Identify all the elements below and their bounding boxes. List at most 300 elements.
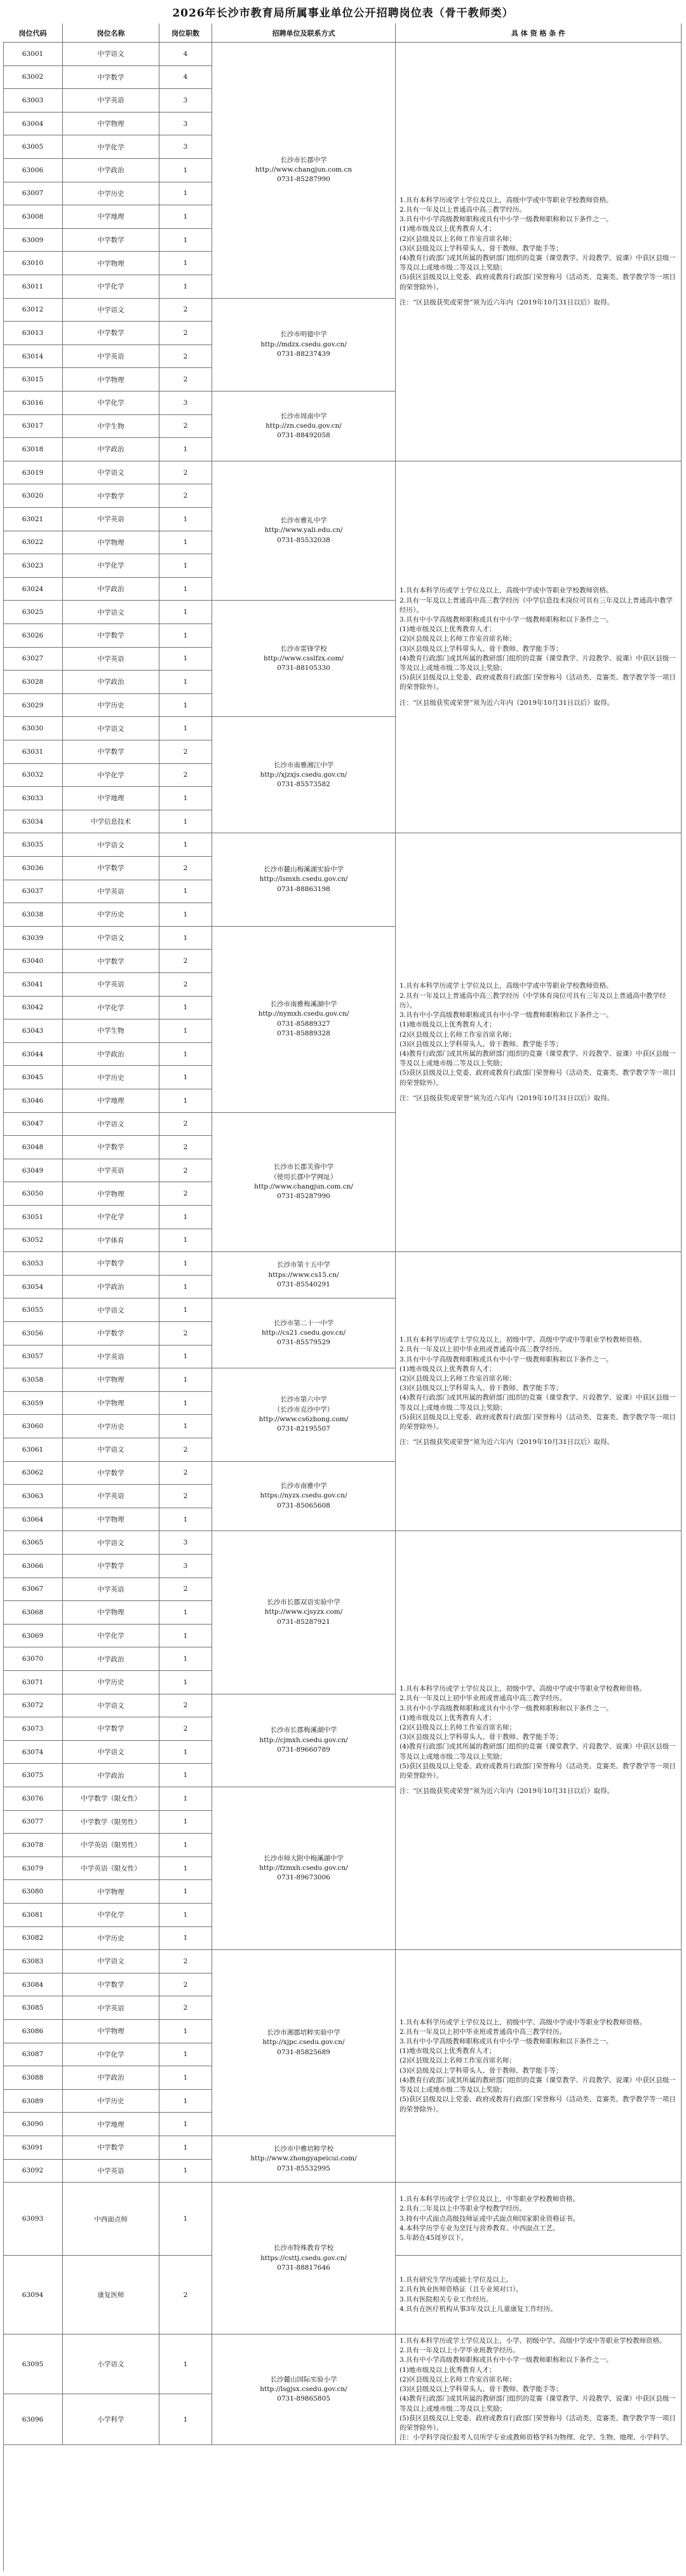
job-code-cell: 63046 — [3, 1089, 63, 1113]
employer-contact-line: 0731-85889328 — [277, 1029, 330, 1037]
employer-contact-line: http://www.cjsyzx.com/ — [264, 1608, 343, 1616]
job-count-cell: 2 — [159, 1694, 212, 1718]
job-code-cell: 63089 — [3, 2090, 63, 2113]
employer-contact-line: 0731-85065608 — [277, 1501, 330, 1509]
job-name-cell: 中学数学 — [63, 484, 159, 508]
employer-contact-line: 长沙麓山国际实验小学 — [270, 2375, 337, 2383]
job-count-cell: 1 — [159, 554, 212, 578]
job-count-cell: 1 — [159, 2020, 212, 2043]
job-code-cell: 63029 — [3, 694, 63, 718]
employer-contact-line: http://www.zhongyapeicui.com/ — [250, 2155, 357, 2163]
job-name-cell: 中学数学 — [63, 857, 159, 880]
job-code-cell: 63032 — [3, 764, 63, 787]
employer-contact-cell — [212, 717, 396, 833]
job-code-cell: 63064 — [3, 1508, 63, 1532]
employer-contact-line: http://lsgjsx.csedu.gov.cn/ — [260, 2385, 347, 2394]
job-count-cell: 2 — [159, 461, 212, 485]
job-count-cell: 2 — [159, 1322, 212, 1346]
requirement-line: (5)获区县级及以上党委、政府或教育行政部门荣誉称号（活动类、竞赛类、教学教学等一项目的荣誉除外）。 — [400, 674, 676, 692]
job-count-cell: 2 — [159, 345, 212, 369]
job-name-cell: 中学数学 — [63, 950, 159, 973]
requirement-line: (1)地市级及以上优秀教育人才； — [400, 625, 496, 634]
requirement-line: (3)区县级及以上学科带头人、骨干教师、教学能手等； — [400, 244, 563, 252]
job-name-cell: 中学物理 — [63, 2020, 159, 2043]
employer-contact-line: 长沙市周南中学 — [280, 412, 327, 420]
requirement-line: 1.具有本科学历或学士学位及以上，初级中学、高级中学或中等职业学校教师资格。 — [400, 1336, 647, 1344]
requirement-line: (4)教育行政部门或其所属的教研部门组织的竞赛（课堂教学、片段教学、说课）中获区县级一等及以上或地市级二等及以上奖励； — [400, 654, 676, 672]
requirement-line: 2.具有一年及以上初中毕业班或普通高中高三教学经历。 — [400, 1694, 567, 1703]
job-name-cell: 中学化学 — [63, 1625, 159, 1648]
requirement-line: 注：“区县级获奖或荣誉”须为近六年内（2019年10月31日以后）取得。 — [400, 1438, 614, 1447]
job-code-cell: 63068 — [3, 1601, 63, 1625]
requirement-line: 3.具有中小学高级教师职称或具有中小学一级教师职称和以下条件之一。 — [400, 615, 613, 624]
job-name-cell: 中学政治 — [63, 438, 159, 461]
job-name-cell: 中学物理 — [63, 1392, 159, 1415]
job-code-cell: 63070 — [3, 1647, 63, 1671]
job-name-cell: 中学英语（限男性） — [63, 1834, 159, 1857]
employer-contact-cell — [212, 461, 396, 601]
employer-contact-line: 长沙市第十五中学 — [277, 1261, 330, 1269]
header-cell: 岗位职数 — [159, 24, 212, 43]
requirements-cell — [396, 461, 682, 834]
requirement-line: 注：小学科学岗位报考人员所学专业或教师资格学科为物理、化学、生物、地理、小学科学。 — [400, 2434, 673, 2442]
employer-contact-line: 0731-89673006 — [277, 1874, 330, 1882]
job-count-cell: 1 — [159, 1066, 212, 1089]
employer-contact-line: 0731-85287921 — [277, 1618, 330, 1626]
job-code-cell: 63077 — [3, 1811, 63, 1834]
job-code-cell: 63045 — [3, 1066, 63, 1089]
job-name-cell: 中学数学 — [63, 229, 159, 252]
employer-contact-line: （使用长郡中学网址） — [270, 1173, 337, 1181]
job-name-cell: 中学地理 — [63, 2113, 159, 2136]
job-code-cell: 63011 — [3, 275, 63, 299]
job-count-cell: 1 — [159, 1019, 212, 1043]
job-code-cell: 63091 — [3, 2136, 63, 2160]
employer-contact-line: 0731-85825689 — [277, 2048, 330, 2056]
job-count-cell: 1 — [159, 624, 212, 648]
job-count-cell: 1 — [159, 1508, 212, 1532]
requirement-line: 1.具有本科学历或学士学位及以上，高级中学或中等职业学校教师资格。 — [400, 982, 613, 990]
job-code-cell: 63025 — [3, 601, 63, 624]
job-count-cell: 1 — [159, 1857, 212, 1881]
job-name-cell: 中学数学 — [63, 1252, 159, 1276]
requirement-line: (3)区县级及以上学科带头人、骨干教师、教学能手等； — [400, 2066, 563, 2075]
job-code-cell: 63066 — [3, 1555, 63, 1578]
employer-contact-line: http://mdzx.csedu.gov.cn/ — [260, 340, 347, 348]
requirement-line: (5)获区县级及以上党委、政府或教育行政部门荣誉称号（活动类、竞赛类、教学教学等一项目的荣誉除外）。 — [400, 273, 676, 291]
job-name-cell: 中学地理 — [63, 205, 159, 229]
job-code-cell: 63092 — [3, 2160, 63, 2183]
job-code-cell: 63006 — [3, 159, 63, 182]
job-code-cell: 63024 — [3, 578, 63, 601]
job-name-cell: 中学语文 — [63, 1438, 159, 1462]
employer-contact-cell — [212, 1252, 396, 1298]
requirement-line: 2.具有一年及以上小学毕业班教学经历。 — [400, 2347, 520, 2355]
employer-contact-line: 长沙市南雅湘江中学 — [273, 761, 334, 769]
job-count-cell: 1 — [159, 1625, 212, 1648]
requirement-line: 3.具有中小学高级教师职称或具有中小学一级教师职称和以下条件之一。 — [400, 2356, 613, 2364]
employer-contact-line: 0731-88817646 — [277, 2263, 330, 2272]
requirement-line: (5)获区县级及以上党委、政府或教育行政部门荣誉称号（活动类、竞赛类、教学教学等一项目的荣誉除外）。 — [400, 2096, 676, 2113]
job-name-cell: 中学物理 — [63, 1182, 159, 1206]
employer-contact-line: 长沙市长郡双语实验中学 — [267, 1598, 340, 1607]
job-name-cell: 中学数学 — [63, 740, 159, 764]
job-code-cell: 63028 — [3, 671, 63, 694]
job-name-cell: 中学信息技术 — [63, 810, 159, 834]
job-name-cell: 中学数学 — [63, 2136, 159, 2160]
job-name-cell: 中学语文 — [63, 1694, 159, 1718]
requirement-line: 2.具有一年及以上普通高中高三教学经历（中学体育岗位可具有三年及以上普通高中教学经历）。 — [400, 992, 666, 1009]
job-count-cell: 3 — [159, 1531, 212, 1555]
job-name-cell: 中学英语 — [63, 1485, 159, 1508]
job-count-cell: 1 — [159, 2090, 212, 2113]
job-code-cell: 63043 — [3, 1019, 63, 1043]
paragraph-gap — [400, 1088, 677, 1094]
requirement-line: (2)区县级及以上名师工作室首席名师； — [400, 635, 516, 643]
job-count-cell: 1 — [159, 2136, 212, 2160]
job-count-cell: 1 — [159, 810, 212, 834]
job-name-cell: 中学数学 — [63, 624, 159, 648]
employer-contact-line: http://nymxh.csedu.gov.cn/ — [258, 1010, 349, 1018]
employer-contact-cell — [212, 1531, 396, 1694]
job-count-cell: 1 — [159, 1601, 212, 1625]
job-code-cell: 63067 — [3, 1578, 63, 1602]
requirement-line: 1.具有研究生学历或硕士学位及以上。 — [400, 2276, 513, 2284]
job-name-cell: 中学地理 — [63, 1089, 159, 1113]
job-code-cell: 63041 — [3, 973, 63, 997]
employer-contact-cell — [212, 1950, 396, 2136]
job-code-cell: 63030 — [3, 717, 63, 740]
requirement-line: 2.具有一年及以上初中毕业班或普通高中高三教学经历。 — [400, 2027, 567, 2036]
employer-contact-cell — [212, 392, 396, 461]
requirement-line: (4)教育行政部门或其所属的教研部门组织的竞赛（课堂教学、片段教学、说课）中获区县级一等及以上或地市级二等及以上奖励； — [400, 1743, 676, 1761]
job-code-cell: 63005 — [3, 135, 63, 159]
job-count-cell: 2 — [159, 322, 212, 345]
job-code-cell: 63018 — [3, 438, 63, 461]
job-count-cell: 3 — [159, 135, 212, 159]
job-code-cell: 63021 — [3, 508, 63, 531]
job-code-cell: 63052 — [3, 1229, 63, 1253]
job-code-cell: 63040 — [3, 950, 63, 973]
job-name-cell: 中学数学（限女性） — [63, 1787, 159, 1811]
job-name-cell: 中学化学 — [63, 554, 159, 578]
job-name-cell: 中学数学（限男性） — [63, 1811, 159, 1834]
job-code-cell: 63090 — [3, 2113, 63, 2136]
employer-contact-line: 0731-82195507 — [277, 1425, 330, 1433]
employer-contact-line: https://csttj.csedu.gov.cn/ — [260, 2254, 347, 2262]
requirement-line: 1.具有本科学历或学士学位及以上，中等职业学校教师资格。 — [400, 2195, 580, 2204]
job-name-cell: 中学语文 — [63, 1113, 159, 1136]
job-name-cell: 中学英语（限女性） — [63, 1857, 159, 1881]
job-name-cell: 中学物理 — [63, 368, 159, 392]
job-name-cell: 中学化学 — [63, 275, 159, 299]
header-cell: 招聘单位及联系方式 — [212, 24, 396, 43]
job-name-cell: 中学语文 — [63, 927, 159, 950]
requirement-line: 2.具有一年及以上初中毕业班或普通高中高三教学经历。 — [400, 1346, 567, 1354]
job-name-cell: 中学历史 — [63, 182, 159, 206]
requirement-line: (2)区县级及以上名师工作室首席名师； — [400, 1030, 516, 1039]
requirement-line: 3.具有中小学高级教师职称或具有中小学一级教师职称和以下条件之一。 — [400, 1704, 613, 1712]
job-code-cell: 63078 — [3, 1834, 63, 1857]
job-count-cell: 1 — [159, 159, 212, 182]
employer-contact-line: http://cs21.csedu.gov.cn/ — [261, 1329, 346, 1337]
job-name-cell: 中学语文 — [63, 461, 159, 485]
employer-contact-line: 长沙市明德中学 — [280, 331, 327, 339]
job-code-cell: 63071 — [3, 1671, 63, 1694]
paragraph-gap — [400, 693, 677, 699]
job-name-cell: 中学政治 — [63, 1764, 159, 1787]
job-count-cell: 2 — [159, 1578, 212, 1602]
job-code-cell: 63008 — [3, 205, 63, 229]
job-name-cell: 中学语文 — [63, 833, 159, 857]
job-name-cell: 中学英语 — [63, 973, 159, 997]
job-count-cell: 1 — [159, 2066, 212, 2090]
job-name-cell: 中学英语 — [63, 2160, 159, 2183]
employer-contact-line: 0731-89865805 — [277, 2395, 330, 2403]
job-name-cell: 中学物理 — [63, 252, 159, 275]
requirements-cell — [396, 1950, 682, 2183]
requirement-line: 3.具有中小学高级教师职称或具有中小学一级教师职称和以下条件之一。 — [400, 1011, 613, 1019]
requirement-line: (4)教育行政部门或其所属的教研部门组织的竞赛（课堂教学、片段教学、说课）中获区县级一等及以上或地市级二等及以上奖励； — [400, 2076, 676, 2094]
requirements-cell — [396, 2334, 682, 2445]
job-name-cell: 中学历史 — [63, 1927, 159, 1951]
job-code-cell: 63075 — [3, 1764, 63, 1787]
job-name-cell: 中学数学 — [63, 1136, 159, 1159]
job-count-cell: 1 — [159, 648, 212, 671]
job-name-cell: 中学生物 — [63, 1019, 159, 1043]
requirement-line: 3.具有中小学高级教师职称或具有中小学一级教师职称和以下条件之一。 — [400, 215, 613, 224]
job-code-cell: 63035 — [3, 833, 63, 857]
employer-contact-line: http://xjpc.csedu.gov.cn/ — [262, 2038, 345, 2047]
paragraph-gap — [400, 1781, 677, 1787]
job-count-cell: 1 — [159, 1880, 212, 1904]
employer-contact-line: http://www.csslfzx.com/ — [264, 654, 344, 662]
employer-contact-line: 长沙市雅礼中学 — [280, 517, 327, 525]
requirement-line: (5)获区县级及以上党委、政府或教育行政部门荣誉称号（活动类、竞赛类、教学教学等一项目的荣誉除外）。 — [400, 1069, 676, 1087]
job-name-cell: 中学数学 — [63, 1973, 159, 1997]
job-count-cell: 2 — [159, 1113, 212, 1136]
job-count-cell: 1 — [159, 275, 212, 299]
employer-contact-line: 长沙市第二十一中学 — [273, 1319, 334, 1327]
job-code-cell: 63053 — [3, 1252, 63, 1276]
requirement-line: (1)地市级及以上优秀教育人才； — [400, 1021, 496, 1029]
job-code-cell: 63044 — [3, 1043, 63, 1067]
requirement-line: (2)区县级及以上名师工作室首席名师； — [400, 235, 516, 243]
job-name-cell: 中学物理 — [63, 531, 159, 555]
requirement-line: 4.具有在医疗机构从事3年及以上儿童康复工作经历。 — [400, 2305, 557, 2313]
job-name-cell: 中学历史 — [63, 2090, 159, 2113]
requirement-line: (1)地市级及以上优秀教育人才； — [400, 2047, 496, 2055]
job-code-cell: 63026 — [3, 624, 63, 648]
employer-contact-line: 长沙市南雅中学 — [280, 1482, 327, 1490]
job-count-cell: 1 — [159, 1043, 212, 1067]
job-count-cell: 1 — [159, 880, 212, 904]
requirement-line: (3)区县级及以上学科带头人、骨干教师、教学能手等； — [400, 1384, 563, 1393]
header-cell: 具 体 资 格 条 件 — [396, 24, 682, 43]
job-count-cell: 1 — [159, 2394, 212, 2445]
job-code-cell: 63083 — [3, 1950, 63, 1973]
job-count-cell: 2 — [159, 1159, 212, 1183]
employer-contact-cell — [212, 2334, 396, 2445]
job-name-cell: 中学物理 — [63, 112, 159, 136]
job-code-cell: 63010 — [3, 252, 63, 275]
job-name-cell: 中学地理 — [63, 787, 159, 810]
job-code-cell: 63065 — [3, 1531, 63, 1555]
job-count-cell: 2 — [159, 368, 212, 392]
job-count-cell: 1 — [159, 1276, 212, 1299]
job-code-cell: 63072 — [3, 1694, 63, 1718]
employer-contact-cell — [212, 927, 396, 1113]
employer-contact-line: http://cjmxh.csedu.gov.cn/ — [259, 1736, 348, 1744]
job-count-cell: 1 — [159, 531, 212, 555]
job-code-cell: 63016 — [3, 392, 63, 415]
job-code-cell: 63095 — [3, 2334, 63, 2394]
job-count-cell: 2 — [159, 1438, 212, 1462]
employer-contact-cell — [212, 1462, 396, 1532]
job-code-cell: 63020 — [3, 484, 63, 508]
employer-contact-cell — [212, 833, 396, 926]
job-code-cell: 63038 — [3, 903, 63, 927]
job-count-cell: 1 — [159, 717, 212, 740]
job-name-cell: 中学物理 — [63, 1601, 159, 1625]
job-code-cell: 63037 — [3, 880, 63, 904]
job-count-cell: 1 — [159, 903, 212, 927]
requirement-line: 5.年龄在45周岁以下。 — [400, 2234, 468, 2242]
job-name-cell: 中学化学 — [63, 1904, 159, 1927]
job-count-cell: 1 — [159, 229, 212, 252]
requirement-line: 1.具有本科学历或学士学位及以上，初级中学、高级中学或中等职业学校教师资格。 — [400, 2018, 647, 2026]
requirement-line: (1)地市级及以上优秀教育人才； — [400, 225, 496, 233]
job-name-cell: 中学体育 — [63, 1229, 159, 1253]
job-code-cell: 63033 — [3, 787, 63, 810]
employer-contact-line: 0731-85540291 — [277, 1280, 330, 1288]
employer-contact-line: 0731-85573582 — [277, 780, 330, 788]
job-code-cell: 63002 — [3, 66, 63, 90]
job-name-cell: 中学英语 — [63, 1996, 159, 2020]
job-code-cell: 63039 — [3, 927, 63, 950]
employer-contact-line: （长沙市克沙中学） — [273, 1405, 334, 1414]
job-count-cell: 3 — [159, 1555, 212, 1578]
job-name-cell: 中学化学 — [63, 997, 159, 1020]
job-code-cell: 63076 — [3, 1787, 63, 1811]
job-name-cell: 中学语文 — [63, 717, 159, 740]
job-count-cell: 2 — [159, 1485, 212, 1508]
job-code-cell: 63047 — [3, 1113, 63, 1136]
job-name-cell: 中学历史 — [63, 1671, 159, 1694]
employer-contact-line: 0731-85287990 — [277, 175, 330, 184]
job-count-cell: 3 — [159, 392, 212, 415]
job-count-cell: 1 — [159, 787, 212, 810]
job-count-cell: 4 — [159, 66, 212, 90]
employer-contact-line: http://www.changjun.com.cn/ — [254, 1182, 353, 1190]
job-count-cell: 1 — [159, 1764, 212, 1787]
job-count-cell: 3 — [159, 89, 212, 112]
job-name-cell: 小学科学 — [63, 2394, 159, 2445]
job-count-cell: 2 — [159, 1973, 212, 1997]
job-count-cell: 1 — [159, 601, 212, 624]
requirements-cell — [396, 1252, 682, 1531]
requirements-cell — [396, 833, 682, 1252]
job-name-cell: 中学物理 — [63, 1880, 159, 1904]
job-code-cell: 63054 — [3, 1276, 63, 1299]
requirements-cell — [396, 1531, 682, 1950]
job-code-cell: 63027 — [3, 648, 63, 671]
job-code-cell: 63022 — [3, 531, 63, 555]
job-count-cell: 1 — [159, 1368, 212, 1392]
job-name-cell: 中学生物 — [63, 415, 159, 439]
employer-contact-line: http://www.yali.edu.cn/ — [264, 526, 343, 535]
job-code-cell: 63093 — [3, 2183, 63, 2256]
requirement-line: (5)获区县级及以上党委、政府或教育行政部门荣誉称号（活动类、竞赛类、教学教学等一项目的荣誉除外）。 — [400, 1413, 676, 1431]
employer-contact-line: http://xjzxjs.csedu.gov.cn/ — [260, 770, 347, 779]
employer-contact-line: 长沙市南雅梅溪湖中学 — [270, 1000, 337, 1009]
requirement-line: (2)区县级及以上名师工作室首席名师； — [400, 2375, 516, 2383]
employer-contact-line: 长沙市麓山梅溪湖实验中学 — [264, 866, 344, 874]
job-count-cell: 1 — [159, 1904, 212, 1927]
job-name-cell: 小学语文 — [63, 2334, 159, 2394]
job-name-cell: 中学语文 — [63, 1950, 159, 1973]
job-code-cell: 63073 — [3, 1717, 63, 1741]
job-code-cell: 63017 — [3, 415, 63, 439]
employer-contact-line: 长沙市长郡芙蓉中学 — [273, 1163, 334, 1171]
employer-contact-line: 长沙市雷锋学校 — [280, 644, 327, 653]
job-code-cell: 63096 — [3, 2394, 63, 2445]
requirement-line: (3)区县级及以上学科带头人、骨干教师、教学能手等； — [400, 2385, 563, 2394]
employer-contact-line: http://www.cs6zhong.com/ — [259, 1415, 349, 1423]
job-name-cell: 中学语文 — [63, 299, 159, 322]
job-count-cell: 2 — [159, 299, 212, 322]
employer-contact-line: http://lsmxh.csedu.gov.cn/ — [259, 875, 348, 883]
requirement-line: 3.持有中式面点高级技师证或中式面点师国家职业资格证书。 — [400, 2214, 580, 2223]
employer-contact-cell — [212, 1113, 396, 1253]
employer-contact-cell — [212, 601, 396, 717]
job-name-cell: 中学语文 — [63, 1298, 159, 1322]
requirement-line: 2.具有执业医师资格证（且专业须对口）。 — [400, 2286, 523, 2294]
employer-contact-line: 0731-88237439 — [277, 350, 330, 358]
job-code-cell: 63069 — [3, 1625, 63, 1648]
job-code-cell: 63007 — [3, 182, 63, 206]
job-count-cell: 3 — [159, 112, 212, 136]
job-code-cell: 63050 — [3, 1182, 63, 1206]
job-count-cell: 2 — [159, 415, 212, 439]
job-name-cell: 中学政治 — [63, 671, 159, 694]
job-name-cell: 中学物理 — [63, 1368, 159, 1392]
job-code-cell: 63061 — [3, 1438, 63, 1462]
job-name-cell: 中学物理 — [63, 1508, 159, 1532]
employer-contact-line: 0731-88492058 — [277, 432, 330, 439]
job-count-cell: 1 — [159, 205, 212, 229]
job-name-cell: 中学化学 — [63, 1206, 159, 1229]
employer-contact-line: 长沙市湘郡培粹实验中学 — [267, 2029, 340, 2037]
job-name-cell: 中学历史 — [63, 694, 159, 718]
job-name-cell: 中学化学 — [63, 135, 159, 159]
employer-contact-line: http://fzmxh.csedu.gov.cn/ — [259, 1864, 348, 1872]
recruitment-table — [3, 24, 682, 2571]
job-name-cell: 中学政治 — [63, 578, 159, 601]
job-name-cell: 中学政治 — [63, 2066, 159, 2090]
requirement-line: (3)区县级及以上学科带头人、骨干教师、教学能手等； — [400, 1733, 563, 1741]
employer-contact-line: http://zn.csedu.gov.cn/ — [266, 421, 342, 430]
job-code-cell: 63051 — [3, 1206, 63, 1229]
requirement-line: (4)教育行政部门或其所属的教研部门组织的竞赛（课堂教学、片段教学、说课）中获区县级一等及以上或地市级二等及以上奖励； — [400, 1394, 676, 1412]
job-code-cell: 63048 — [3, 1136, 63, 1159]
requirement-line: (1)地市级及以上优秀教育人才； — [400, 2366, 496, 2374]
job-code-cell: 63034 — [3, 810, 63, 834]
requirement-line: 3.具有中小学高级教师职称或具有中小学一级教师职称和以下条件之一。 — [400, 2038, 613, 2046]
job-count-cell: 1 — [159, 508, 212, 531]
job-count-cell: 1 — [159, 2183, 212, 2256]
job-count-cell: 1 — [159, 252, 212, 275]
